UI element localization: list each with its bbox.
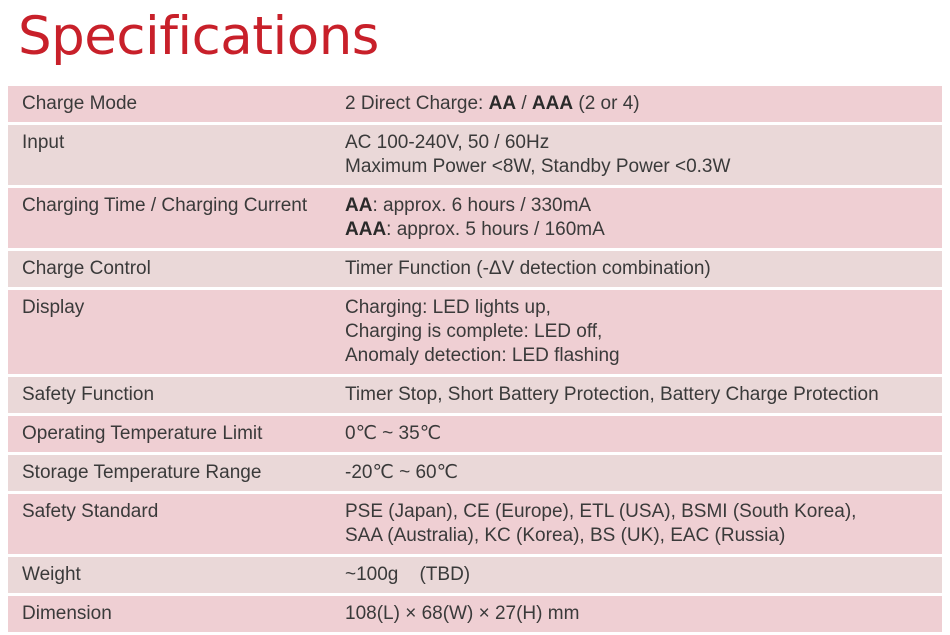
- spec-value: [331, 455, 942, 491]
- spec-value-line: Anomaly detection: LED flashing: [345, 345, 620, 366]
- spec-value: [331, 596, 942, 632]
- page-title: Specifications: [18, 6, 379, 67]
- spec-row-dimension: [8, 596, 942, 635]
- spec-value: [331, 125, 942, 185]
- spec-label: Safety Standard: [22, 501, 159, 522]
- spec-value-line: ~100g (TBD): [345, 564, 471, 585]
- spec-row-operating-temperature: [8, 416, 942, 455]
- spec-label: Safety Function: [22, 384, 155, 405]
- spec-value: [331, 188, 942, 248]
- spec-value-line: PSE (Japan), CE (Europe), ETL (USA), BSMI (South Korea),: [345, 501, 857, 522]
- spec-row-weight: [8, 557, 942, 596]
- spec-value-line: AC 100-240V, 50 / 60Hz: [345, 132, 550, 153]
- spec-row-display: [8, 290, 942, 377]
- spec-value-line: -20℃ ~ 60℃: [345, 462, 458, 483]
- spec-label: Charge Mode: [22, 93, 138, 114]
- spec-value-line: 108(L) × 68(W) × 27(H) mm: [345, 603, 580, 624]
- spec-value-line: 2 Direct Charge: AA / AAA (2 or 4): [345, 93, 640, 114]
- spec-row-charge-control: [8, 251, 942, 290]
- spec-label: Weight: [22, 564, 81, 585]
- spec-label: Dimension: [22, 603, 112, 624]
- spec-label: Display: [22, 297, 85, 318]
- spec-value: [331, 377, 942, 413]
- spec-label: Charge Control: [22, 258, 151, 279]
- spec-label: Charging Time / Charging Current: [22, 195, 308, 216]
- spec-label: Input: [22, 132, 65, 153]
- spec-value-line: Timer Stop, Short Battery Protection, Battery Charge Protection: [345, 384, 879, 405]
- spec-value-line: Charging: LED lights up,: [345, 297, 551, 318]
- spec-value-line: AAA: approx. 5 hours / 160mA: [345, 219, 605, 240]
- spec-value: [331, 290, 942, 374]
- spec-value: [331, 494, 942, 554]
- spec-value: [331, 251, 942, 287]
- spec-row-storage-temperature: [8, 455, 942, 494]
- spec-value-line: SAA (Australia), KC (Korea), BS (UK), EAC (Russia): [345, 525, 786, 546]
- spec-row-safety-function: [8, 377, 942, 416]
- spec-row-charging-time: [8, 188, 942, 251]
- spec-label: Storage Temperature Range: [22, 462, 262, 483]
- spec-value-line: AA: approx. 6 hours / 330mA: [345, 195, 592, 216]
- spec-value: [331, 86, 942, 122]
- spec-value: [331, 557, 942, 593]
- spec-value: [331, 416, 942, 452]
- spec-row-charge-mode: [8, 86, 942, 125]
- spec-value-line: 0℃ ~ 35℃: [345, 423, 442, 444]
- spec-value-line: Timer Function (-ΔV detection combination): [345, 258, 711, 279]
- spec-value-line: Charging is complete: LED off,: [345, 321, 603, 342]
- spec-value-line: Maximum Power <8W, Standby Power <0.3W: [345, 156, 731, 177]
- specifications-table: [8, 86, 942, 635]
- spec-label: Operating Temperature Limit: [22, 423, 263, 444]
- spec-row-safety-standard: [8, 494, 942, 557]
- spec-row-input: [8, 125, 942, 188]
